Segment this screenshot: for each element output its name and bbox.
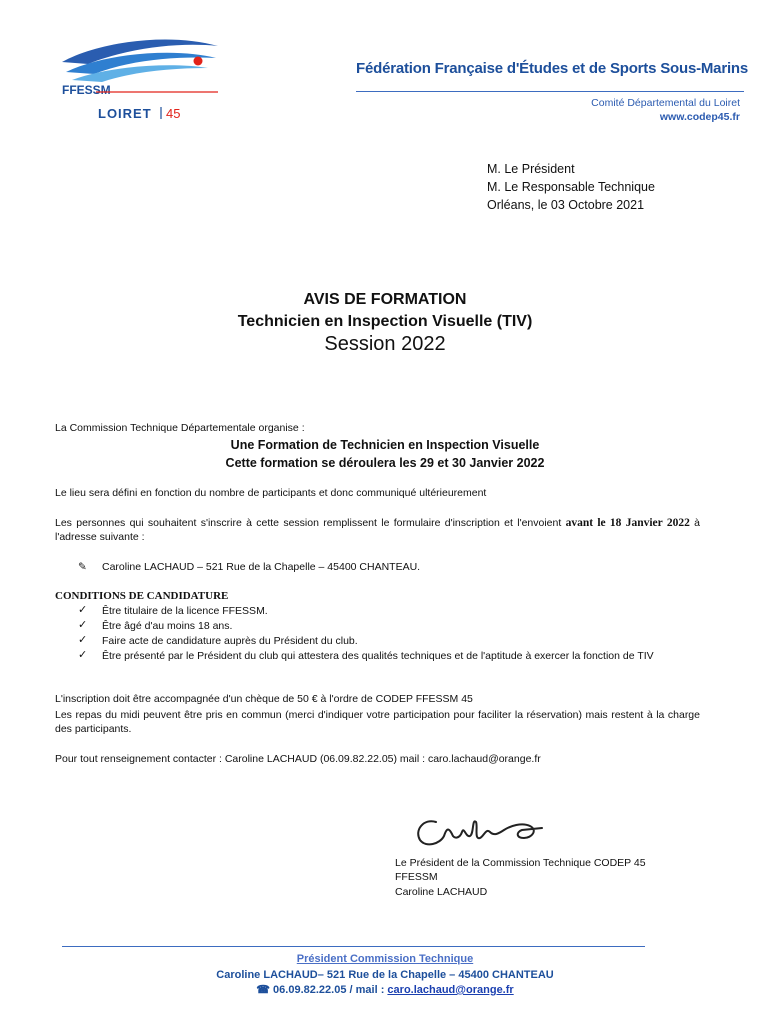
contact-text: Pour tout renseignement contacter : Caroline LACHAUD (06.09.82.22.05) mail : caro.lachaud@orange.fr [55, 753, 541, 765]
logo-text: FFESSM [62, 83, 111, 97]
header-divider [356, 91, 744, 92]
signature-name: Caroline LACHAUD [395, 886, 488, 898]
logo-number: 45 [166, 106, 181, 121]
footer-email-link[interactable]: caro.lachaud@orange.fr [387, 984, 514, 996]
condition-item: Faire acte de candidature auprès du Président du club. [102, 635, 358, 647]
footer-contact [0, 983, 770, 996]
pen-icon: ✎ [78, 561, 87, 573]
addressee-president: M. Le Président [487, 162, 575, 176]
condition-item: Être âgé d'au moins 18 ans. [102, 620, 233, 632]
inscription-text [55, 516, 700, 544]
footer-title: Président Commission Technique [296, 953, 474, 965]
signature-image [410, 808, 550, 854]
formation-dates: Cette formation se déroulera les 29 et 30 Janvier 2022 [225, 456, 545, 470]
conditions-heading: CONDITIONS DE CANDIDATURE [55, 590, 229, 602]
federation-title: Fédération Française d'Études et de Sports Sous-Marins [356, 60, 749, 77]
check-icon: ✓ [78, 604, 88, 616]
check-icon: ✓ [78, 634, 88, 646]
lieu-text: Le lieu sera défini en fonction du nombre de participants et donc communiqué ultérieurement [55, 487, 487, 499]
ffessm-loiret-logo [58, 28, 228, 128]
intro-text: La Commission Technique Départementale organise : [55, 422, 305, 434]
footer-address: Caroline LACHAUD– 521 Rue de la Chapelle – 45400 CHANTEAU [216, 969, 554, 981]
check-icon: ✓ [78, 649, 88, 661]
inscription-before: Les personnes qui souhaitent s'inscrire à cette session remplissent le formulaire d'inscription et l'envoient [55, 517, 562, 529]
inscription-after: à l'adresse suivante : [55, 517, 700, 543]
logo-region: LOIRET [98, 106, 152, 121]
website-link[interactable]: www.codep45.fr [659, 111, 740, 123]
footer-divider [62, 946, 645, 947]
document-subtitle: Technicien en Inspection Visuelle (TIV) [237, 313, 533, 330]
footer-phone: ☎ 06.09.82.22.05 / mail : [256, 984, 388, 996]
inscription-deadline: avant le 18 Janvier 2022 [565, 517, 690, 529]
signature-title: Le Président de la Commission Technique CODEP 45 [395, 857, 646, 869]
address-text: Caroline LACHAUD – 521 Rue de la Chapelle – 45400 CHANTEAU. [102, 561, 421, 573]
signature-org: FFESSM [395, 871, 438, 883]
formation-name: Une Formation de Technicien en Inspection Visuelle [230, 438, 540, 452]
payment-text: L'inscription doit être accompagnée d'un chèque de 50 € à l'ordre de CODEP FFESSM 45 [55, 693, 473, 705]
addressee-technique: M. Le Responsable Technique [487, 180, 655, 194]
meals-text: Les repas du midi peuvent être pris en commun (merci d'indiquer votre participation pour faciliter la réservation) mais restent à la charge des participants. [55, 709, 700, 735]
condition-item: Être présenté par le Président du club qui attestera des qualités techniques et de l'aptitude à exercer la fonction de TIV [102, 650, 654, 662]
document-title: AVIS DE FORMATION [303, 291, 467, 308]
comite-name: Comité Départemental du Loiret [591, 97, 740, 109]
place-date: Orléans, le 03 Octobre 2021 [487, 198, 645, 212]
session-label: Session 2022 [324, 333, 446, 355]
condition-item: Être titulaire de la licence FFESSM. [102, 605, 268, 617]
check-icon: ✓ [78, 619, 88, 631]
